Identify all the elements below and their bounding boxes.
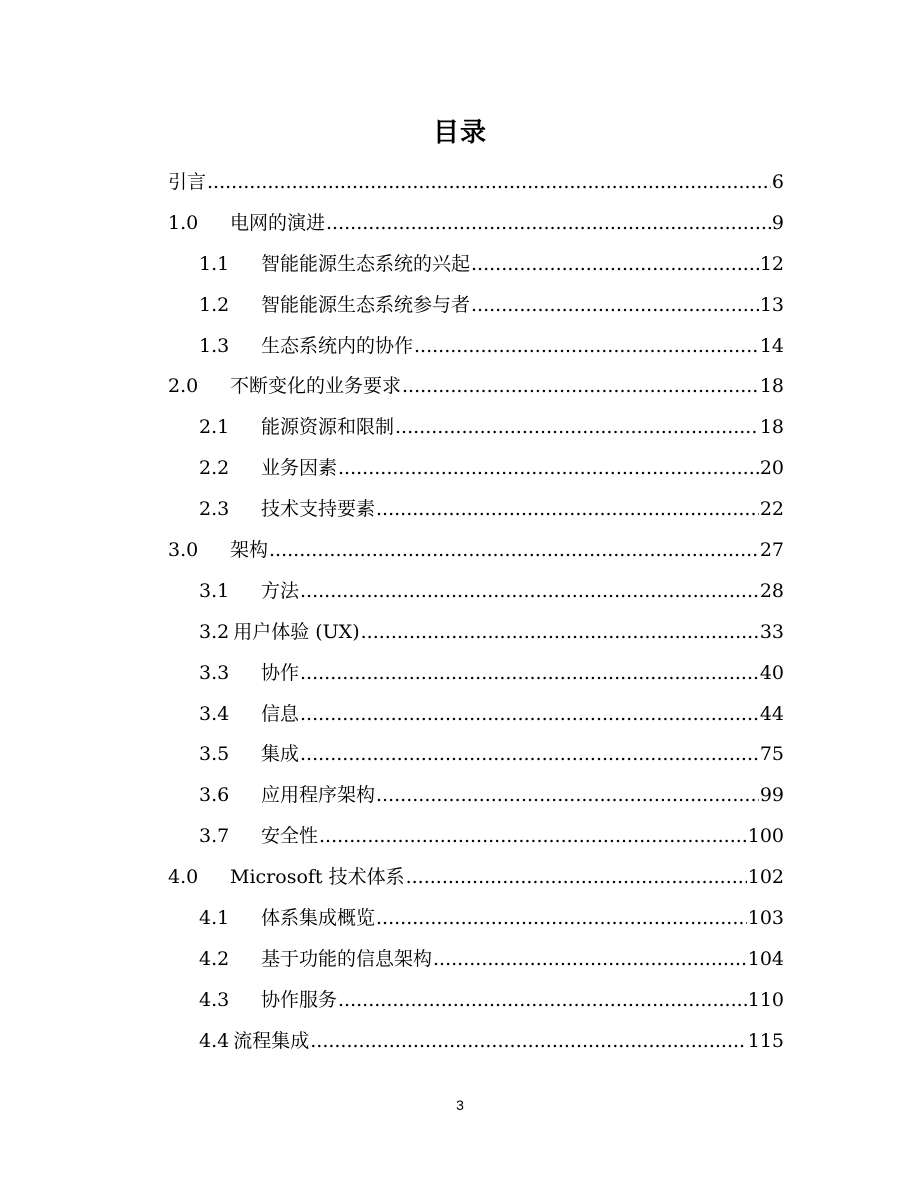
toc-entry-page: 99 [759,784,784,807]
toc-entry-number: 2.3 [199,498,230,521]
toc-entry-number: 3.1 [199,579,230,602]
toc-entry-number: 4.0 [168,866,199,889]
toc-entry[interactable] [168,285,784,326]
toc-entry[interactable] [168,326,784,367]
toc-entry[interactable] [168,1021,784,1062]
toc-entry-number: 2.2 [199,457,230,480]
toc-entry-page: 102 [747,866,784,889]
dot-leader [414,326,759,367]
toc-entry-label: 技术支持要素 [261,498,376,521]
toc-entry-number: 2.0 [168,375,199,398]
toc-entry-page: 13 [759,293,784,316]
toc-entry-label: 体系集成概览 [261,907,376,930]
toc-entry[interactable] [168,530,784,571]
toc-entry[interactable] [168,203,784,244]
toc-entry[interactable] [168,857,784,898]
toc-entry[interactable] [168,448,784,489]
toc-entry[interactable] [168,244,784,285]
toc-entry-number: 3.0 [168,539,199,562]
dot-leader [319,816,747,857]
toc-entry[interactable] [168,694,784,735]
dot-leader [433,939,747,980]
dot-leader [300,571,759,612]
toc-entry-page: 18 [759,416,784,439]
toc-entry-label: 能源资源和限制 [261,416,395,439]
dot-leader [406,857,747,898]
toc-entry-label: 架构 [230,539,269,562]
toc-entry-page: 18 [759,375,784,398]
toc-entry-page: 9 [771,211,784,234]
toc-entry-page: 12 [759,252,784,275]
toc-entry[interactable] [168,939,784,980]
toc-entry[interactable] [168,653,784,694]
toc-entry-label: 业务因素 [261,457,338,480]
dot-leader [338,448,759,489]
toc-entry[interactable] [168,162,784,203]
dot-leader [361,612,759,653]
toc-entry-page: 28 [759,579,784,602]
toc-entry[interactable] [168,734,784,775]
toc-entry-page: 103 [747,907,784,930]
toc-entry-number: 1.0 [168,211,199,234]
toc-entry-page: 115 [747,1029,784,1052]
table-of-contents [168,162,784,1062]
toc-entry-label: 不断变化的业务要求 [230,375,402,398]
dot-leader [338,980,747,1021]
toc-entry-page: 110 [747,988,784,1011]
page-number: 3 [456,1097,464,1113]
toc-entry-label: 智能能源生态系统的兴起 [261,252,471,275]
toc-entry-number: 3.2 [199,620,230,643]
dot-leader [395,407,759,448]
toc-entry-number: 3.5 [199,743,230,766]
toc-entry-number: 4.2 [199,947,230,970]
dot-leader [471,244,759,285]
toc-entry-label: 流程集成 [233,1029,310,1052]
toc-entry-number: 4.3 [199,988,230,1011]
toc-entry[interactable] [168,898,784,939]
toc-entry-label: 协作 [261,661,300,684]
dot-leader [207,162,771,203]
toc-entry-page: 104 [747,947,784,970]
toc-entry-label: 应用程序架构 [261,784,376,807]
dot-leader [376,898,747,939]
dot-leader [300,653,759,694]
toc-entry-page: 40 [759,661,784,684]
toc-entry[interactable] [168,816,784,857]
toc-entry-label: 方法 [261,579,300,602]
toc-entry[interactable] [168,612,784,653]
toc-entry[interactable] [168,489,784,530]
toc-entry-number: 4.1 [199,907,230,930]
toc-entry-page: 27 [759,539,784,562]
toc-entry-label: 引言 [168,171,207,193]
toc-entry-label: 基于功能的信息架构 [261,947,433,970]
toc-entry-label: 协作服务 [261,988,338,1011]
dot-leader [376,775,759,816]
toc-entry[interactable] [168,775,784,816]
toc-entry-page: 75 [759,743,784,766]
dot-leader [326,203,771,244]
toc-entry[interactable] [168,366,784,407]
toc-entry-number: 1.2 [199,293,230,316]
toc-entry-page: 6 [771,171,784,193]
toc-entry[interactable] [168,407,784,448]
dot-leader [402,366,759,407]
toc-entry-label: 安全性 [261,825,319,848]
toc-entry-number: 3.3 [199,661,230,684]
toc-entry-page: 14 [759,334,784,357]
dot-leader [376,489,759,530]
toc-entry-label: 电网的演进 [230,211,326,234]
toc-entry-page: 22 [759,498,784,521]
toc-entry-number: 3.6 [199,784,230,807]
page-title: 目录 [432,118,487,148]
toc-entry-page: 33 [759,620,784,643]
toc-entry-label: 生态系统内的协作 [261,334,414,357]
dot-leader [300,694,759,735]
toc-entry-label: Microsoft 技术体系 [230,866,405,889]
toc-entry-label: 集成 [261,743,300,766]
dot-leader [310,1021,747,1062]
toc-entry-page: 44 [759,702,784,725]
toc-entry[interactable] [168,571,784,612]
dot-leader [300,734,759,775]
toc-entry-label: 智能能源生态系统参与者 [261,293,471,316]
toc-entry-page: 20 [759,457,784,480]
toc-entry-page: 100 [747,825,784,848]
dot-leader [269,530,759,571]
toc-entry-label: 信息 [261,702,300,725]
toc-entry-number: 1.3 [199,334,230,357]
toc-entry-number: 4.4 [199,1029,230,1052]
toc-entry-number: 3.7 [199,825,230,848]
dot-leader [471,285,759,326]
toc-entry-number: 1.1 [199,252,230,275]
toc-entry[interactable] [168,980,784,1021]
toc-entry-label: 用户体验 (UX) [233,620,360,643]
toc-entry-number: 2.1 [199,416,230,439]
toc-entry-number: 3.4 [199,702,230,725]
